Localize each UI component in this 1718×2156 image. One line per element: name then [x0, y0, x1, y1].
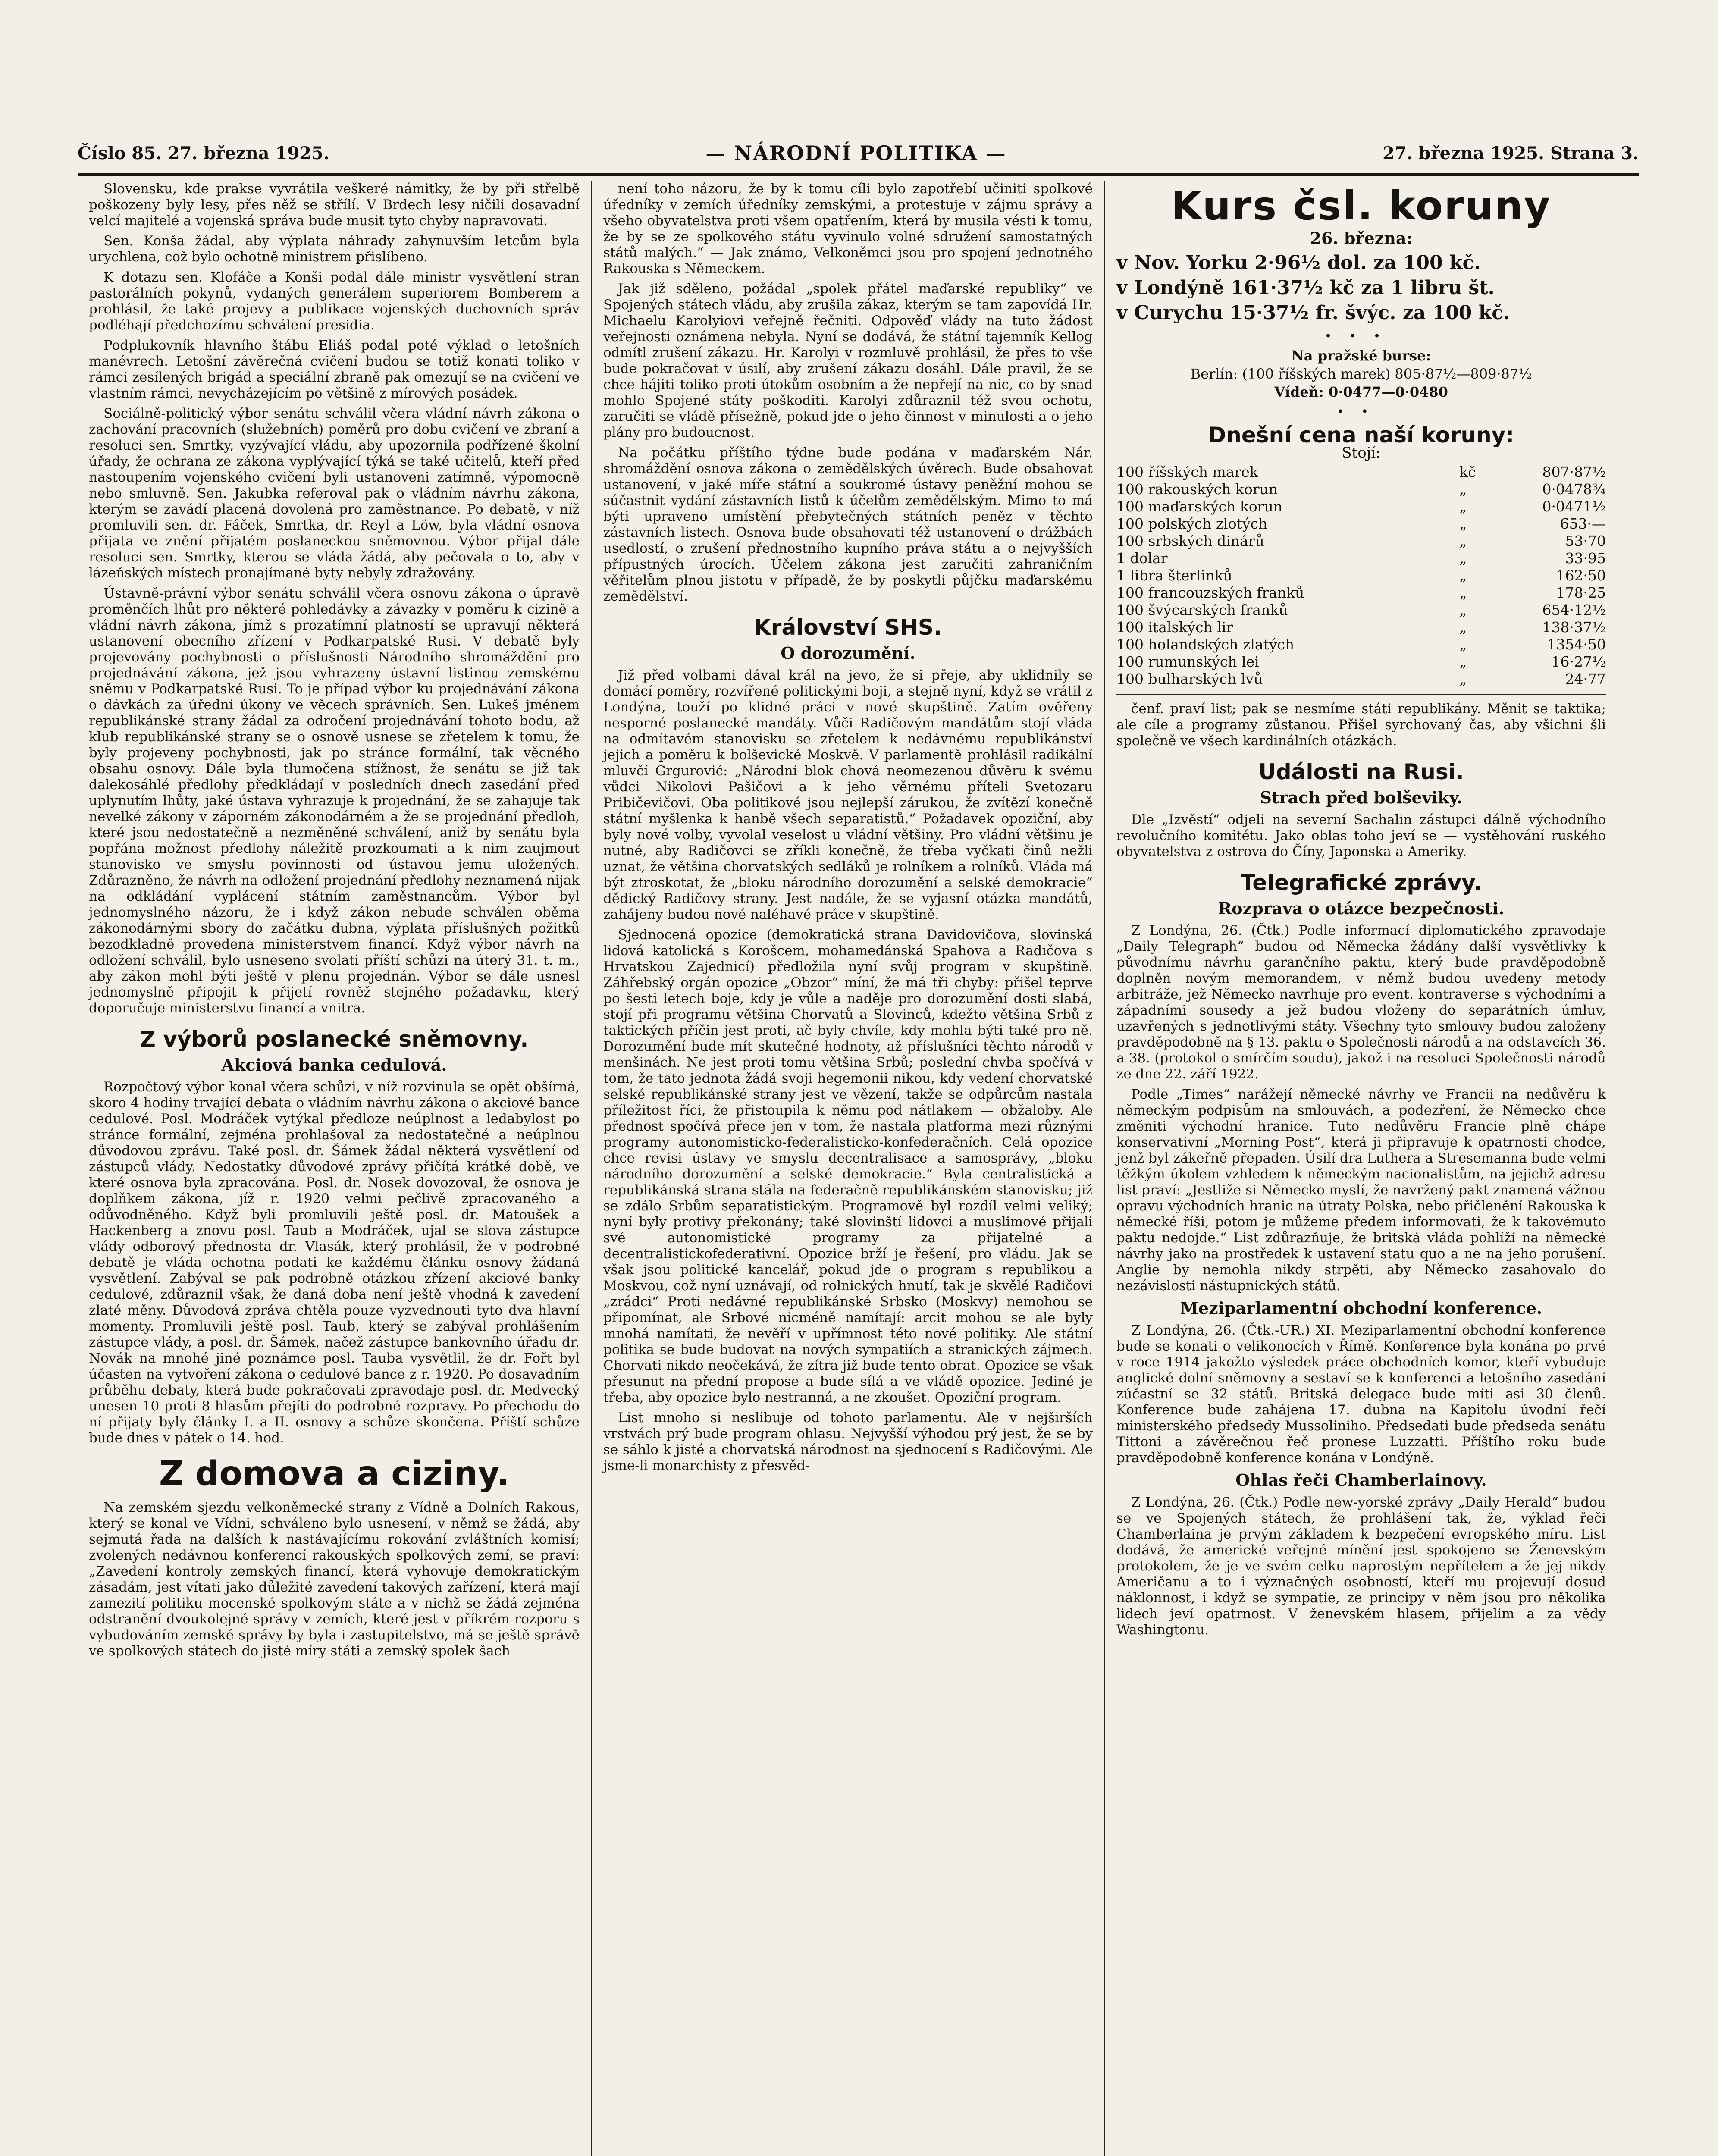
newspaper-title: — NÁRODNÍ POLITIKA —: [705, 141, 1006, 165]
issue-number: Číslo 85. 27. března 1925.: [78, 143, 329, 163]
currency-unit: kč: [1459, 464, 1476, 480]
paragraph: Z Londýna, 26. (Čtk.) Podle informací diplomatického zpravodaje „Daily Telegraph“ budou od Německa žádány další vysvětlivky k původnímu návrhu garančního paktu, který bude pravděpodobně doplněn novým memorandem, v němž budou uvedeny metody arbitráže, jež Německo navrhuje pro event. kontraverse s východními a západními sousedy a jež budou vloženy do separátních úmluv, uzavřených s jednotlivými státy. Všechny tyto smlouvy budou založeny pravděpodobně na § 13. paktu o Společnosti národů a na odstavcích 36. a 38. (protokol o smírčím soudu), jakož i na resoluci Společnosti národů ze dne 22. září 1922.: [1116, 923, 1606, 1082]
currency-unit: „: [1459, 619, 1467, 636]
currency-name: 100 italských lir: [1116, 619, 1233, 636]
masthead: [78, 138, 1639, 168]
paragraph: Na počátku příštího týdne bude podána v maďarském Nár. shromáždění osnova zákona o zemědělských úvěrech. Bude obsahovat ustanovení, v jaké míře státní a soukromé ústavy peněžní mohou se súčastnit vydání zástavních listů k účelům zemědělským. Mimo to má býti upraveno umístění přebytečných státních peněz v těchto zástavních listech. Osnova bude obsahovati též ustanovení o drážbách usedlostí, o zrušení přednostního kupního práva státu a o nejvyšších přípustných úrocích. Účelem zákona jest zaručiti zahraničním věřitelům plnou jistotu v případě, že by poskytli půjčku maďarskému zemědělství.: [603, 445, 1093, 604]
divider: [1116, 694, 1606, 695]
currency-row: [1116, 602, 1606, 619]
paragraph: Jak již sděleno, požádal „spolek přátel maďarské republiky“ ve Spojených státech vládu, aby zrušila zákaz, kterým se tam zapovídá Hr. Michaelu Karolyiovi veřejně řečniti. Odpověď vlády na tuto žádost veřejnosti oznámena nebyla. Nyní se dodává, že státní tajemník Kellog odmítl zrušení zákazu. Hr. Karolyi v rozmluvě prohlásil, že přes to vše bude pokračovat v úsilí, aby zrušení zákazu dosáhl. Dále pravil, že se chce hájiti toliko proti útokům osobním a že nepřejí na nic, co by snad mohlo Spojené státy poškoditi. Karolyi zdůraznil též svou ochotu, zaručiti se vládě přísežně, pokud jde o jeho činnost v minulosti a o jeho plány pro budoucnost.: [603, 281, 1093, 440]
paragraph: Sen. Konša žádal, aby výplata náhrady zahynuvším letcům byla urychlena, což bylo ochotně ministrem přislíbeno.: [89, 233, 580, 265]
section-heading: Z výborů poslanecké sněmovny.: [140, 1027, 529, 1052]
currency-name: 100 srbských dinárů: [1116, 533, 1264, 549]
currency-unit: „: [1459, 498, 1467, 515]
paragraph: Již před volbami dával král na jevo, že si přeje, aby uklidnily se domácí poměry, rozvířené politickými boji, a stejně nyní, když se vrátil z Londýna, touží po klidné práci v nové skupštině. Zatím ověřeny nesporné poslanecké mandáty. Vůči Radičovým mandátům stojí vláda na odmítavém stanovisku se zřetelem k nedávnému republikánství jejich a poměru k bolševické Moskvě. V parlamentě prohlásil radikální mluvčí Grgurović: „Národní blok chová neomezenou důvěru k svému vůdci Nikolovi Pašičovi a k jeho věrnému příteli Svetozaru Pribičevičovi. Oba politikové jsou nejlepší zárukou, že zvítězí konečně státní myšlenka k hanbě všech separatistů.“ Požadavek opoziční, aby byly nové volby, vyvolal veselost u vládní většiny. Pro vládní většinu je nutné, aby Radičovci se zříkli konečně, že třeba vyčkati činů nežli uznat, že většina chorvatských sedláků je rolníkem a rolníků. Vláda má být ztroskotat, že „bloku národního dorozumění a selské demokracie“ dědický Radičovy strany. Jest nadále, že se vyjasní otázka mandátů, zahájeny budou nové naléhavé práce v skupštině.: [603, 667, 1093, 922]
paragraph: Slovensku, kde prakse vyvrátila veškeré námitky, že by při střelbě poškozeny byly lesy, přes něž se střílí. V Brdech lesy ničili dosavadní velcí majitelé a vojenská správa bude musit tyto chyby napravovati.: [89, 181, 580, 229]
subheading: Ohlas řeči Chamberlainovy.: [1235, 1470, 1487, 1490]
column-3: [1104, 181, 1617, 2156]
currency-value: 653·—: [1560, 515, 1606, 532]
currency-row: [1116, 550, 1606, 567]
paragraph: čenf. praví list; pak se nesmíme státi republikány. Měnit se taktika; ale cíle a programy zůstanou. Přišel syrchovaný čas, aby všichni šli společně ve všech kardinálních otázkách.: [1116, 701, 1606, 749]
rate-zurich: v Curychu 15·37½ fr. švýc. za 100 kč.: [1116, 302, 1510, 324]
currency-value: 24·77: [1565, 671, 1606, 687]
columns: [78, 181, 1639, 2156]
paragraph: Z Londýna, 26. (Čtk.-UR.) XI. Meziparlamentní obchodní konference bude se konati o velikonocích v Římě. Konference byla konána po prvé v roce 1914 jakožto výsledek práce obchodních komor, kteří vybuduje anglické dolní sněmovny a sestaví se k konferenci a letošního zasedání zúčastní se 32 států. Britská delegace bude míti asi 30 členů. Konference bude zahájena 17. dubna na Kapitolu úvodní řečí ministerského předsedy Mussoliniho. Předsedati bude předseda senátu Tittoni a závěrečnou řeč pronese Luzzatti. Příštího roku bude pravděpodobně konference konána v Londýně.: [1116, 1322, 1606, 1466]
paragraph: Sociálně-politický výbor senátu schválil včera vládní návrh zákona o zachování pracovních (služebních) poměrů pro dobu cvičení ve zbraní a resoluci sen. Smrtky, vyzývající vládu, aby upozornila podřízené školní úřady, že ochrana ze zákona vyplývající týká se také učitelů, kteří před nastoupením vojenského cvičení byli ustanoveni zatímně, výpomocně nebo smluvně. Sen. Jakubka referoval pak o vládním návrhu zákona, kterým se zavádí placená dovolená pro zaměstnance. Po debatě, v níž promluvili sen. dr. Fáček, Smrtka, dr. Reyl a Löw, byla vládní osnova přijata ve znění přijatém poslaneckou sněmovnou. Výbor přijal dále resoluci sen. Smrtky, kterou se vláda žádá, aby pečovala o to, aby v lázeňských místech pronajímané byty nebyly zdražovány.: [89, 406, 580, 581]
masthead-rule: [78, 173, 1639, 176]
rate-new-york: v Nov. Yorku 2·96½ dol. za 100 kč.: [1116, 252, 1481, 274]
currency-name: 100 francouzských franků: [1116, 584, 1304, 601]
currency-unit: „: [1459, 584, 1467, 601]
currency-unit: „: [1459, 550, 1467, 567]
currency-unit: „: [1459, 567, 1467, 584]
burse-vienna: Vídeň: 0·0477—0·0480: [1274, 384, 1448, 400]
dot-separator: ••: [1336, 404, 1386, 419]
currency-name: 100 maďarských korun: [1116, 498, 1282, 515]
currency-name: 1 libra šterlinků: [1116, 567, 1232, 584]
currency-name: 100 švýcarských franků: [1116, 602, 1288, 618]
paragraph: není toho názoru, že by k tomu cíli bylo zapotřebí učiniti spolkové úředníky v zemích úředníky zemskými, a protestuje v zájmu správy a všeho obyvatelstva proti všem opatřením, která by musila vésti k tomu, že by se ze spolkového státu vyvinulo volné sdružení samostatných států malých.“ — Jak známo, Velkoněmci jsou pro spojení jednotného Rakouska s Německem.: [603, 181, 1093, 276]
section-heading: Události na Rusi.: [1258, 759, 1464, 784]
exchange-rate-date: 26. března:: [1310, 229, 1413, 248]
currency-row: [1116, 584, 1606, 602]
subheading: Rozprava o otázce bezpečnosti.: [1218, 899, 1505, 918]
currency-name: 1 dolar: [1116, 550, 1168, 567]
currency-row: [1116, 533, 1606, 550]
dot-separator: •••: [1324, 329, 1398, 343]
currency-value: 1354·50: [1547, 636, 1606, 653]
burse-berlin: Berlín: (100 říšských marek) 805·87½—809·87½: [1190, 366, 1532, 382]
currency-name: 100 holandských zlatých: [1116, 636, 1295, 653]
column-1: [78, 181, 591, 2156]
currency-value: 138·37½: [1542, 619, 1606, 636]
currency-row: [1116, 636, 1606, 653]
paragraph: Dle „Izvěstí“ odjeli na severní Sachalin zástupci dálně východního revolučního komitétu. Jako oblas toho jeví se — vystěhování ruského obyvatelstva z ostrova do Číny, Japonska a Ameriky.: [1116, 812, 1606, 859]
currency-name: 100 polských zlotých: [1116, 515, 1268, 532]
currency-name: 100 bulharských lvů: [1116, 671, 1263, 687]
currency-name: 100 říšských marek: [1116, 464, 1258, 480]
currency-row: [1116, 464, 1606, 481]
paragraph: K dotazu sen. Klofáče a Konši podal dále ministr vysvětlení stran pastorálních pokynů, vydaných generálem superiorem Bomberem a prohlásil, že také projevy a publikace vojenských duchovních správ podléhají předchozímu schválení presidia.: [89, 270, 580, 333]
currency-value: 33·95: [1565, 550, 1606, 567]
section-heading: Království SHS.: [754, 615, 942, 640]
currency-unit: „: [1459, 533, 1467, 549]
currency-row: [1116, 515, 1606, 533]
currency-unit: „: [1459, 653, 1467, 670]
currency-unit: „: [1459, 636, 1467, 653]
subheading: Akciová banka cedulová.: [221, 1055, 447, 1075]
currency-value: 16·27½: [1551, 653, 1606, 670]
currency-unit: „: [1459, 671, 1467, 687]
currency-value: 53·70: [1565, 533, 1606, 549]
currency-value: 654·12½: [1542, 602, 1606, 618]
currency-unit: „: [1459, 481, 1467, 498]
newspaper-page: [78, 138, 1639, 2156]
exchange-rate-title: Kurs čsl. koruny: [1171, 183, 1552, 229]
paragraph: Na zemském sjezdu velkoněmecké strany z Vídně a Dolních Rakous, který se konal ve Vídni, schváleno bylo usnesení, v němž se žádá, aby sejmutá řada na dalších k nastávajícímu rokování zvláštních komisí; zvolených nedávnou konferencí rakouských spolkových zemí, se praví: „Zavedení kontroly zemských financí, která vyhovuje demokratickým zásadám, jest vítati jako důležité zavedení takových zařízení, která mají zamezití politiku mocenské spolkovým státe a v nichž se žádá zejména odstranění dvoukolejné správy v zemích, které jest v příkrém rozporu s vybudováním zemské správy by byla i zastupitelstvo, má se ještě správě ve spolkových státech do jisté míry státi a zemský spolek šach: [89, 1500, 580, 1659]
currency-row: [1116, 653, 1606, 671]
currency-name: 100 rumunských lei: [1116, 653, 1259, 670]
paragraph: Z Londýna, 26. (Čtk.) Podle new-yorské zprávy „Daily Herald“ budou se ve Spojených státech, že prohlášení tak, že, výklad řeči Chamberlaina je prvým základem k bezpečení evropského míru. List dodává, že americké veřejné mínění jest spokojeno se Ženevským protokolem, že je ve svém celku naprostým nepřítelem a že jej nikdy Američanu a to i význačných osobností, kteří mu projevují dosud náklonnost, i když se sympatie, ze principy v něm jsou pro několika lidech jeví opatrnost. V ženevském hlasem, přijelim a za vědy Washingtonu.: [1116, 1495, 1606, 1638]
subheading: O dorozumění.: [781, 643, 915, 663]
section-heading: Telegrafické zprávy.: [1240, 870, 1482, 895]
burse-title: Na pražské burse:: [1291, 348, 1431, 364]
rate-london: v Londýně 161·37½ kč za 1 libru št.: [1116, 277, 1495, 299]
currency-row: [1116, 671, 1606, 688]
paragraph: Podle „Times“ narážejí německé návrhy ve Francii na nedůvěru k německým podpisům na smlouvách, a podezření, že Německo chce změniti východní hranice. Tuto nedůvěru Francie plně chápe konservativní „Morning Post“, která ji připravuje k opatrnosti chodce, jenž byl zákeřně přepaden. Úsilí dra Luthera a Stresemanna bude velmi těžkým úkolem vzhledem k německým nacionalistům, na jejichž adresu list praví: „Jestliže si Německo myslí, že navržený pakt znamená vážnou opravu východních hranic na útraty Polska, nebo přičlenění Rakouska k německé říši, potom je můžeme předem informovati, že k takovémuto paktu nedojde.“ List zdůrazňuje, že britská vláda pohlíží na německé návrhy jako na prostředek k ustavení statu quo a ne na jeho porušení. Anglie by nemohla nikdy strpěti, aby Německo zasahovalo do nezávislosti nástupnických států.: [1116, 1087, 1606, 1294]
subheading: Strach před bolševiky.: [1260, 788, 1463, 807]
currency-table-caption: Stojí:: [1342, 444, 1381, 461]
currency-value: 178·25: [1556, 584, 1606, 601]
currency-row: [1116, 481, 1606, 498]
paragraph: List mnoho si neslibuje od tohoto parlamentu. Ale v nejširších vrstvách prý bude program ohlasu. Nejvyšší výhodou prý jest, že se by se sáhlo k jisté a chorvatská národnost na sjednocení s Radičovými. Ale jsme-li monarchisty z přesvěd-: [603, 1410, 1093, 1473]
paragraph: Podplukovník hlavního štábu Eliáš podal poté výklad o letošních manévrech. Letošní závěrečná cvičení budou se totiž konati toliko v rámci zesílených brigád a speciální zbraně pak omezují se na cvičení ve vlastním rámci, nevycházejícím po většině z mírových posádek.: [89, 338, 580, 401]
currency-row: [1116, 619, 1606, 636]
column-2: [591, 181, 1104, 2156]
page-number: 27. března 1925. Strana 3.: [1383, 143, 1639, 163]
paragraph: Rozpočtový výbor konal včera schůzi, v níž rozvinula se opět obšírná, skoro 4 hodiny trvající debata o vládním návrhu zákona o akciové bance cedulové. Posl. Modráček vytýkal předloze neúplnost a ledabylost po stránce formální, zejména prohlašoval za nedostatečné a neúplnou důvodovou zprávu. Také posl. dr. Šámek žádal některá vysvětlení od zástupců vlády. Nedostatky důvodové zprávy přičítá krátké době, ve které osnova byla zpracována. Posl. dr. Nosek dovozoval, že osnova je doplňkem zákona, jíž r. 1920 velmi pečlivě zpracovaného a odůvodněného. Když byli promluvili ještě posl. dr. Matoušek a Hackenberg a znovu posl. Taub a Modráček, ujal se slova zástupce vlády odborový přednosta dr. Vlasák, který prohlásil, že v podrobné debatě je vláda ochotna podati ke každému článku osnovy žádaná vysvětlení. Zabýval se pak podrobně otázkou zřízení akciové banky cedulové, zdůraznil však, že daná doba není ještě vhodná k zavedení zlaté měny. Důvodová zpráva chtěla pouze vyzvednouti tyto dva hlavní momenty. Promluvili ještě posl. Taub, který se zabýval prohlášením zástupce vlády, a posl. dr. Šámek, načež zástupce bankovního úřadu dr. Novák na mnohé jiné poznámce posl. Tauba vysvětlil, že dr. Fořt byl účasten na vytvoření zákona o cedulové bance z r. 1920. Po dosavadním průběhu debaty, která bude pokračovati zpravodaje posl. dr. Medvecký unesen 10 proti 8 hlasům přejíti do podrobné rozpravy. Po přechodu do ní přijaty byly články I. a II. osnovy a schůze skončena. Příští schůze bude dnes v pátek o 14. hod.: [89, 1079, 580, 1446]
currency-row: [1116, 498, 1606, 515]
currency-value: 0·0471½: [1542, 498, 1606, 515]
paragraph: Ústavně-právní výbor senátu schválil včera osnovu zákona o úpravě proměnčích lhůt pro některé pohledávky a závazky v poměru k cizině a vládní návrh zákona, jímž s prozatímní platností se upravují některá ustanovení obecního zřízení v Podkarpatské Rusi. V debatě byly projevovány pochybnosti o příslušnosti Národního shromáždění pro projednávání zákona, jež jsou vyhrazeny ústavní listinou zemskému sněmu v Podkarpatské Rusi. To je případ výbor ku projednávání zákona o dávkách za úřední úkony ve věcech správních. Sen. Lukeš jménem republikánské strany žádal za odročení projednávání tohoto bodu, až klub republikánské strany se o osnově usnese se zřetelem k tomu, že byly projeveny pochybnosti, jak po stránce formální, tak věcného obsahu osnovy. Dále byla tlumočena stížnost, že senátu se již tak dalekosáhlé předlohy předkládají v posledních dnech zasedání před uplynutím lhůty, jaké ústava vyhrazuje k projednání, že se zahajuje tak nevelké zákony v záporném zákonodárném a že se projednání předloh, které jsou nedostatečně a nezměněné schválení, aniž by senátu byla popřána možnost předlohy náležitě prozkoumati a k nim zaujmout stanovisko ve smyslu povinnosti od ústavou jemu uložených. Zdůrazněno, že návrh na odložení projednání předlohy neznamená nijak na odkládání vyplácení státním zaměstnancům. Výbor byl jednomyslného názoru, že i když zákon nebude schválen oběma zákonodárnými sbory do začátku dubna, výplata příslušných požitků bezodkladně provedena ministerstvem financí. Když výbor návrh na odložení schválil, bylo usneseno svolati příští schůzi na úterý 31. t. m., aby zákon mohl býti ještě v plenu projednán. Výbor se dále usnesl jednomyslně připojit k přijetí rovněž stejného požadavku, který doporučuje ministerstvu financí a vnitra.: [89, 586, 580, 1016]
currency-table: [1116, 464, 1606, 688]
paragraph: Sjednocená opozice (demokratická strana Davidovičova, slovinská lidová katolická s Korošcem, mohamedánská Spahova a Radičova s Hrvatskou Zajednicí) předložila nyní svůj program v skupštině. Záhřebský orgán opozice „Obzor“ míní, že má tři chyby: přišel teprve po šesti letech boje, kdy je vůle a naděje pro dorozumění dosti slabá, stojí při programu většina Chorvatů a Slovinců, kdežto většina Srbů z taktických příčin jest proti, ač byly chvíle, kdy mohla býti také pro ně. Dorozumění bude mít skutečné hodnoty, až příslušníci těchto národů v menšinách. Ne jest proti tomu většina Srbů; poslední chvba spočívá v tom, že tato jednota žádá svoji hegemonii nikou, kdy vedení chorvatské selské republikánské strany jest ve vězení, takže se odpůrcům nastala příležitost říci, že přistoupila k němu pod nátlakem — obžaloby. Ale přednost spočívá přece jen v tom, že nastala platforma mezi různými programy autonomisticko-federalisticko-konfederačních. Celá opozice chce revisi ústavy ve smyslu decentralisace a samosprávy, „bloku národního dorozumění a selské demokracie.“ Byla centralistická a republikánská strana stála na federačně republikánském stanovisku; již se zdálo Srbům separatistickým. Programově byl rozdíl velmi veliký; nyní byly protivy překonány; také slovinští lidovci a muslimové přijali své autonomistické programy za přijatelné a decentralistickofederativní. Opozice brží je řešení, pro vládu. Jak se však jsou politické kancelář, pokud jde o program s republikou a Moskvou, což nyní uznávají, od rolnických hnutí, tak je skvělé Radičovi „zrádci“ Proti nedávné republikánské Srbsko (Moskvy) nemohou se připomínat, ale Srbové nicméně namítají: arcit mohou se ale byly mnohá namítati, že nevěří v upřímnost této nové politiky. Ale státní politika se bude budovat na nových sympatiích a stranických zájmech. Chorvati nikdo neočekává, že zítra již bude tento obrat. Opozice se však přesunut na přední propose a bude sílá a ve vládě opozice. Jediné je třeba, aby opozice bylo nestranná, a ne zkoušet. Opoziční program.: [603, 927, 1093, 1405]
currency-row: [1116, 567, 1606, 584]
currency-unit: „: [1459, 515, 1467, 532]
currency-value: 807·87½: [1542, 464, 1606, 480]
section-heading-large: Z domova a ciziny.: [159, 1454, 510, 1493]
currency-unit: „: [1459, 602, 1467, 618]
currency-value: 0·0478¾: [1542, 481, 1606, 498]
currency-name: 100 rakouských korun: [1116, 481, 1278, 498]
currency-table-title: Dnešní cena naší koruny:: [1208, 423, 1514, 448]
subheading: Meziparlamentní obchodní konference.: [1180, 1298, 1542, 1318]
currency-value: 162·50: [1556, 567, 1606, 584]
